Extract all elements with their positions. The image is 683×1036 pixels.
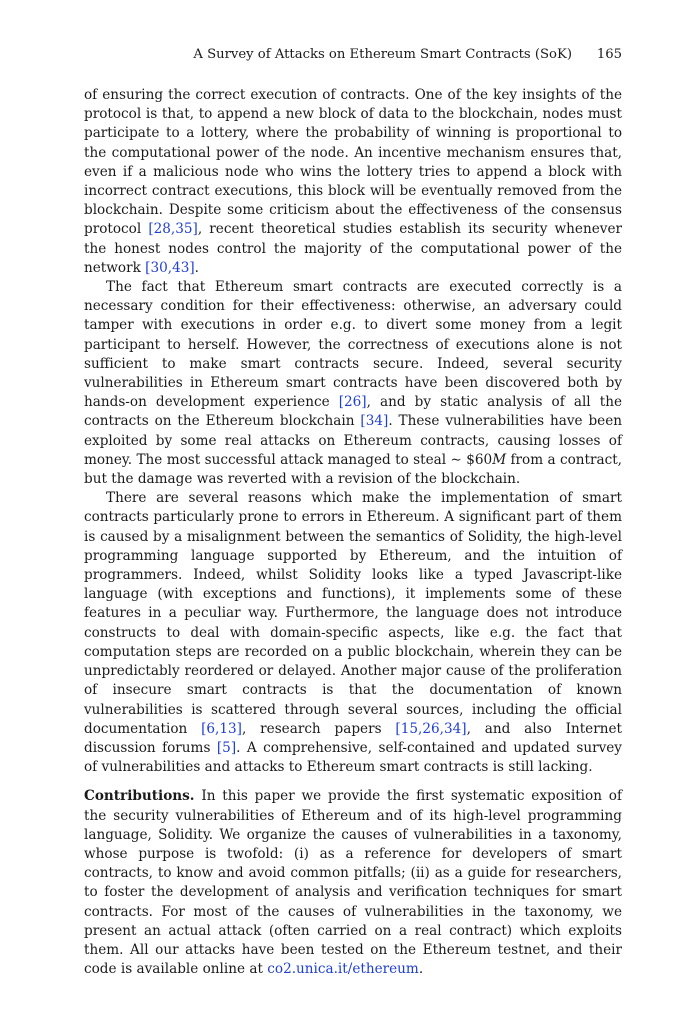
text-run: The fact that Ethereum smart contracts are executed correctly is a necessary condition for their effectiveness: otherwise, an adversary could tamper with executions in order e.g. to divert some money from a legit participant to herself. However, the correctness of executions alone is not sufficient to make smart contracts secure. Indeed, several security vulnerabilities in Ethereum smart contracts have been discovered both by hands-on development experience (84, 279, 622, 411)
text-run: . A comprehensive, self-contained and updated survey of vulnerabilities and attacks to Ethereum smart contracts is still lacking. (84, 739, 622, 776)
body-text (84, 86, 622, 979)
url-link[interactable]: co2.unica.it/ethereum (267, 961, 419, 978)
running-title: A Survey of Attacks on Ethereum Smart Contracts (SoK) (193, 47, 572, 62)
page-number: 165 (596, 47, 622, 62)
text-run: . These vulnerabilities have been exploited by some real attacks on Ethereum contracts, causing losses of money. The most successful attack managed to steal ∼ $60 (84, 413, 623, 468)
citation-link[interactable]: [6,13] (201, 720, 242, 737)
paragraph-reasons (84, 489, 622, 777)
text-run: , and by static analysis of all the contracts on the Ethereum blockchain (84, 394, 622, 430)
text-run: , research papers (241, 720, 396, 737)
citation-link[interactable]: [28,35] (148, 221, 198, 238)
text-run: of ensuring the correct execution of contracts. One of the key insights of the protocol is that, to append a new block of data to the blockchain, nodes must participate to a lottery, where the probability of winning is proportional to the computational power of the node. An incentive mechanism ensures that, even if a malicious node who wins the lottery tries to append a block with incorrect contract executions, this block will be eventually removed from the blockchain. Despite some criticism about the effectiveness of the consensus protocol (84, 87, 622, 238)
text-run: . (194, 259, 199, 276)
citation-link[interactable]: [5] (216, 739, 237, 756)
text-run: from a contract, but the damage was reverted with a revision of the blockchain. (84, 451, 622, 488)
text-run: In this paper we provide the first systematic exposition of the security vulnerabilities of Ethereum and of its high-level programming language, Solidity. We organize the causes of vulnerabilities in a taxonomy, whose purpose is twofold: (i) as a reference for developers of smart contracts, to know and avoid common pitfalls; (ii) as a guide for researchers, to foster the development of analysis and verification techniques for smart contracts. For most of the causes of vulnerabilities in the taxonomy, we present an actual attack (often carried on a real contract) which exploits them. All our attacks have been tested on the Ethereum testnet, and their code is available online at (84, 788, 622, 978)
paragraph-contributions (84, 787, 622, 979)
run-in-heading: Contributions. (84, 788, 195, 805)
text-run: There are several reasons which make the implementation of smart contracts particularly prone to errors in Ethereum. A significant part of them is caused by a misalignment between the semantics of Solidity, the high-level programming language supported by Ethereum, and the intuition of programmers. Indeed, whilst Solidity looks like a typed Javascript-like language (with exceptions and functions), it implements some of these features in a peculiar way. Furthermore, the language does not introduce constructs to deal with domain-specific aspects, like e.g. the fact that computation steps are recorded on a public blockchain, wherein they can be unpredictably reordered or delayed. Another major cause of the proliferation of insecure smart contracts is that the documentation of known vulnerabilities is scattered through several sources, including the official documentation (84, 490, 622, 737)
running-head (84, 46, 622, 64)
paragraph-consensus (84, 86, 622, 278)
text-run: . (418, 961, 424, 978)
citation-link[interactable]: [34] (360, 413, 389, 430)
text-run: , recent theoretical studies establish its security whenever the honest nodes control the majority of the computational power of the network (84, 221, 622, 276)
text-run: , and also Internet discussion forums (84, 720, 622, 756)
math-symbol: M (492, 451, 507, 468)
citation-link[interactable]: [15,26,34] (395, 720, 467, 737)
citation-link[interactable]: [26] (338, 394, 367, 411)
paragraph-vulnerabilities (84, 278, 622, 489)
citation-link[interactable]: [30,43] (145, 259, 195, 276)
